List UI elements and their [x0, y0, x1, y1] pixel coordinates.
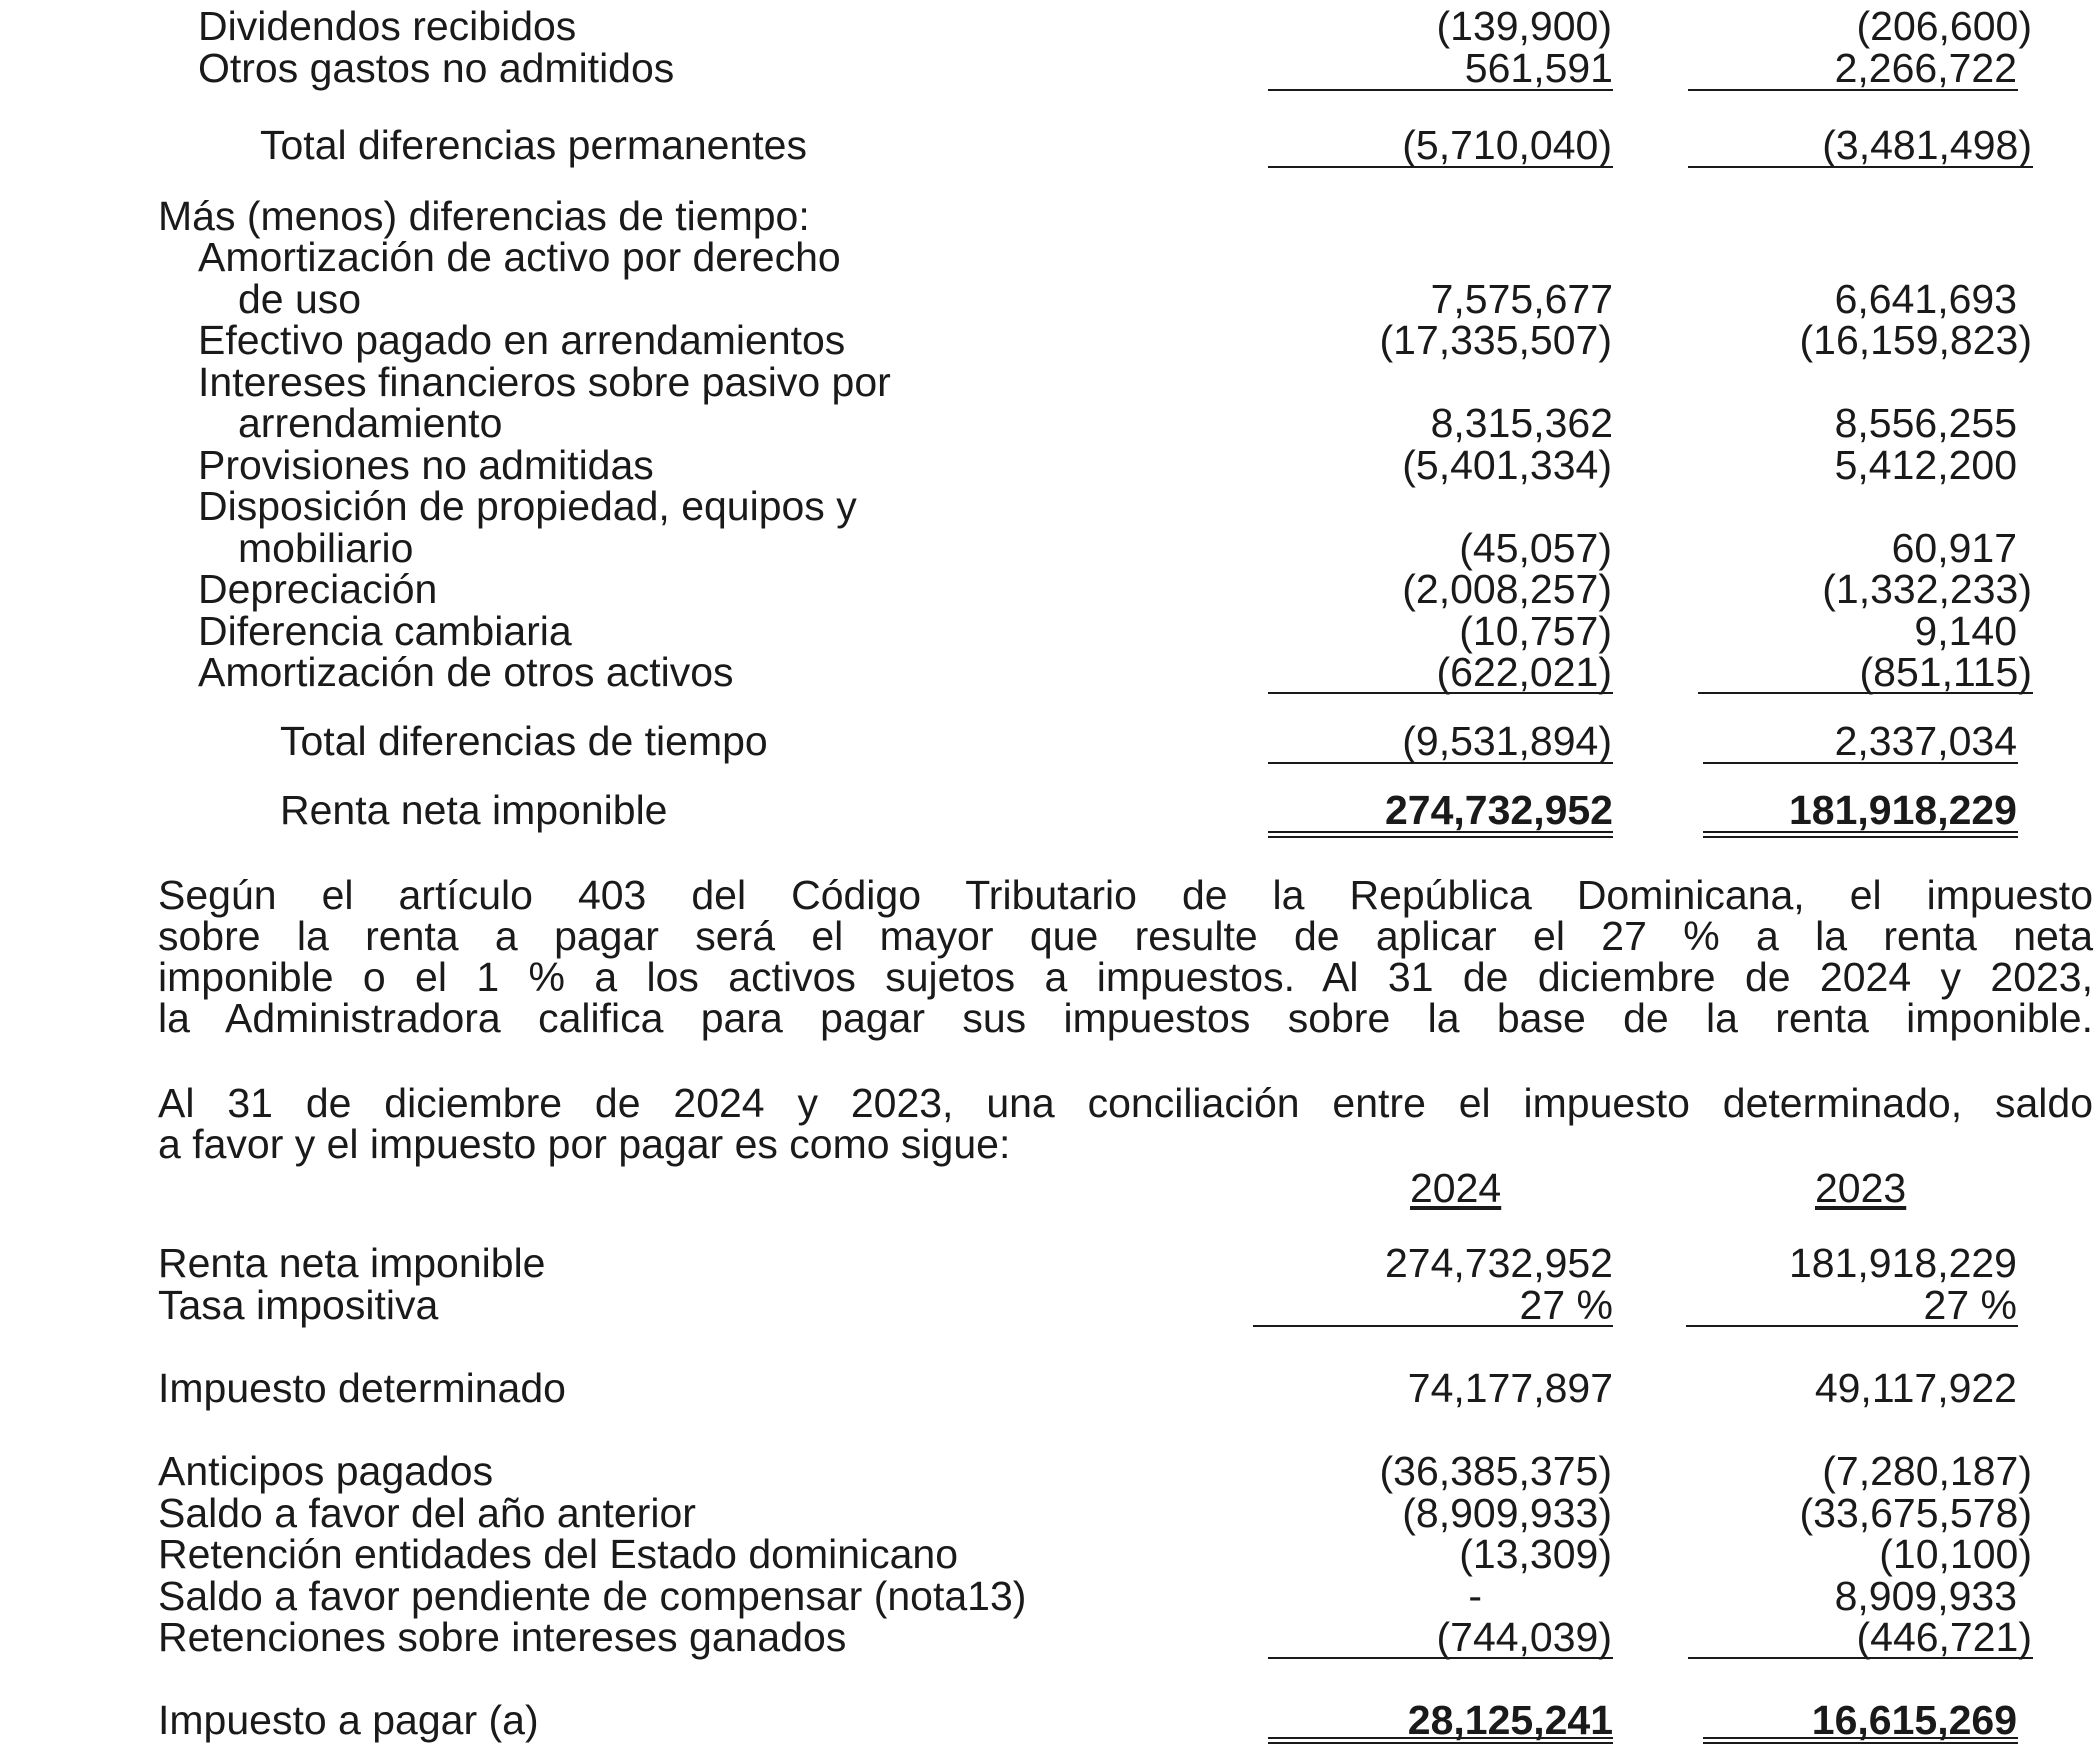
- paragraph-2-line-2: a favor y el impuesto por pagar es como sigue:: [158, 1121, 1011, 1167]
- credit-2024-retencion-estado: (13,309): [1459, 1531, 1612, 1577]
- credit-2024-saldo-pendiente: -: [1468, 1573, 1482, 1619]
- total-tiempo-2023: 2,337,034: [1834, 718, 2017, 764]
- recon-label-renta-neta: Renta neta imponible: [158, 1240, 546, 1286]
- credits-line-2024: [1268, 1657, 1613, 1659]
- value-2024-dividendos: (139,900): [1436, 3, 1612, 49]
- credit-2024-retenciones-intereses: (744,039): [1436, 1614, 1612, 1660]
- renta-neta-double-line-2023: [1703, 831, 2018, 838]
- total-permanentes-label: Total diferencias permanentes: [260, 122, 807, 168]
- credit-2023-saldo-anterior: (33,675,578): [1799, 1490, 2032, 1536]
- value-2023-intereses-financieros: 8,556,255: [1834, 400, 2017, 446]
- row-label-provisiones: Provisiones no admitidas: [198, 442, 654, 488]
- row-label-intereses-financieros: Intereses financieros sobre pasivo por: [198, 359, 891, 405]
- value-2023-depreciacion: (1,332,233): [1822, 566, 2032, 612]
- impuesto-pagar-double-line-2024: [1268, 1737, 1613, 1744]
- paragraph-1-line-3: imponible o el 1 % a los activos sujetos a impuestos. Al 31 de diciembre de 2024 y 2023,: [158, 954, 2093, 1000]
- renta-neta-2024: 274,732,952: [1384, 787, 1613, 833]
- value-2023-disposicion: 60,917: [1891, 525, 2017, 571]
- value-2023-dividendos: (206,600): [1856, 3, 2032, 49]
- value-2023-amortizacion-activo: 6,641,693: [1834, 276, 2017, 322]
- value-2024-diferencia-cambiaria: (10,757): [1459, 608, 1612, 654]
- credit-2023-retenciones-intereses: (446,721): [1856, 1614, 2032, 1660]
- value-2024-efectivo-pagado: (17,335,507): [1379, 317, 1612, 363]
- value-2024-amortizacion-otros: (622,021): [1436, 649, 1612, 695]
- total-permanentes-2023: (3,481,498): [1822, 122, 2032, 168]
- column-header-2023: 2023: [1815, 1165, 1907, 1211]
- total-tiempo-line-2024: [1268, 762, 1613, 764]
- value-2023-otros-gastos: 2,266,722: [1834, 45, 2017, 91]
- row-label-disposicion-cont: mobiliario: [238, 525, 414, 571]
- row-label-amortizacion-otros: Amortización de otros activos: [198, 649, 734, 695]
- paragraph-1-line-1: Según el artículo 403 del Código Tributario de la República Dominicana, el impuesto: [158, 872, 2093, 918]
- row-label-intereses-financieros-cont: arrendamiento: [238, 400, 503, 446]
- total-permanentes-2024: (5,710,040): [1402, 122, 1612, 168]
- credits-line-2023: [1688, 1657, 2033, 1659]
- column-header-2024: 2024: [1410, 1165, 1502, 1211]
- renta-neta-double-line-2024: [1268, 831, 1613, 838]
- paragraph-2-line-1: Al 31 de diciembre de 2024 y 2023, una conciliación entre el impuesto determinado, saldo: [158, 1080, 2093, 1126]
- row-label-dividendos: Dividendos recibidos: [198, 3, 577, 49]
- row-label-disposicion: Disposición de propiedad, equipos y: [198, 483, 857, 529]
- tasa-line-2023: [1686, 1325, 2018, 1327]
- row-label-otros-gastos: Otros gastos no admitidos: [198, 45, 675, 91]
- value-2024-otros-gastos: 561,591: [1464, 45, 1613, 91]
- total-tiempo-2024: (9,531,894): [1402, 718, 1612, 764]
- value-2024-depreciacion: (2,008,257): [1402, 566, 1612, 612]
- recon-2023-renta-neta: 181,918,229: [1788, 1240, 2017, 1286]
- impuesto-pagar-label: Impuesto a pagar (a): [158, 1697, 539, 1743]
- value-2023-provisiones: 5,412,200: [1834, 442, 2017, 488]
- total-line-2023: [1688, 166, 2033, 168]
- value-2024-amortizacion-activo: 7,575,677: [1430, 276, 1613, 322]
- impuesto-pagar-2023: 16,615,269: [1811, 1697, 2017, 1743]
- renta-neta-2023: 181,918,229: [1788, 787, 2017, 833]
- credit-label-retenciones-intereses: Retenciones sobre intereses ganados: [158, 1614, 847, 1660]
- row-label-diferencia-cambiaria: Diferencia cambiaria: [198, 608, 572, 654]
- credit-2024-saldo-anterior: (8,909,933): [1402, 1490, 1612, 1536]
- credit-label-retencion-estado: Retención entidades del Estado dominicano: [158, 1531, 959, 1577]
- row-label-depreciacion: Depreciación: [198, 566, 438, 612]
- paragraph-1-line-4: la Administradora califica para pagar sus impuestos sobre la base de la renta imponible.: [158, 995, 2093, 1041]
- row-label-amortizacion-activo-cont: de uso: [238, 276, 362, 322]
- recon-2024-renta-neta: 274,732,952: [1384, 1240, 1613, 1286]
- credit-2023-anticipos: (7,280,187): [1822, 1448, 2032, 1494]
- credit-2023-retencion-estado: (10,100): [1879, 1531, 2032, 1577]
- recon-label-tasa: Tasa impositiva: [158, 1282, 439, 1328]
- value-2024-provisiones: (5,401,334): [1402, 442, 1612, 488]
- total-line-2024: [1268, 166, 1613, 168]
- credit-label-saldo-pendiente: Saldo a favor pendiente de compensar (nota13): [158, 1573, 1027, 1619]
- paragraph-1-line-2: sobre la renta a pagar será el mayor que resulte de aplicar el 27 % a la renta neta: [158, 913, 2093, 959]
- subtotal-tiempo-line-2024: [1268, 692, 1613, 694]
- value-2023-amortizacion-otros: (851,115): [1859, 649, 2032, 695]
- row-label-amortizacion-activo: Amortización de activo por derecho: [198, 234, 841, 280]
- renta-neta-label: Renta neta imponible: [280, 787, 668, 833]
- credit-label-saldo-anterior: Saldo a favor del año anterior: [158, 1490, 696, 1536]
- credit-label-anticipos: Anticipos pagados: [158, 1448, 494, 1494]
- impuesto-determinado-label: Impuesto determinado: [158, 1365, 566, 1411]
- value-2023-diferencia-cambiaria: 9,140: [1914, 608, 2017, 654]
- credit-2024-anticipos: (36,385,375): [1379, 1448, 1612, 1494]
- value-2024-disposicion: (45,057): [1459, 525, 1612, 571]
- tasa-line-2024: [1253, 1325, 1613, 1327]
- credit-2023-saldo-pendiente: 8,909,933: [1834, 1573, 2017, 1619]
- subtotal-line-2023: [1688, 89, 2018, 91]
- tiempo-heading: Más (menos) diferencias de tiempo:: [158, 193, 810, 239]
- total-tiempo-label: Total diferencias de tiempo: [280, 718, 768, 764]
- impuesto-determinado-2023: 49,117,922: [1814, 1365, 2017, 1411]
- impuesto-pagar-2024: 28,125,241: [1407, 1697, 1613, 1743]
- subtotal-line-2024: [1268, 89, 1613, 91]
- recon-2024-tasa: 27 %: [1519, 1282, 1613, 1328]
- row-label-efectivo-pagado: Efectivo pagado en arrendamientos: [198, 317, 846, 363]
- impuesto-pagar-double-line-2023: [1703, 1737, 2018, 1744]
- recon-2023-tasa: 27 %: [1923, 1282, 2017, 1328]
- value-2023-efectivo-pagado: (16,159,823): [1799, 317, 2032, 363]
- total-tiempo-line-2023: [1703, 762, 2018, 764]
- subtotal-tiempo-line-2023: [1698, 692, 2033, 694]
- value-2024-intereses-financieros: 8,315,362: [1430, 400, 1613, 446]
- impuesto-determinado-2024: 74,177,897: [1407, 1365, 1613, 1411]
